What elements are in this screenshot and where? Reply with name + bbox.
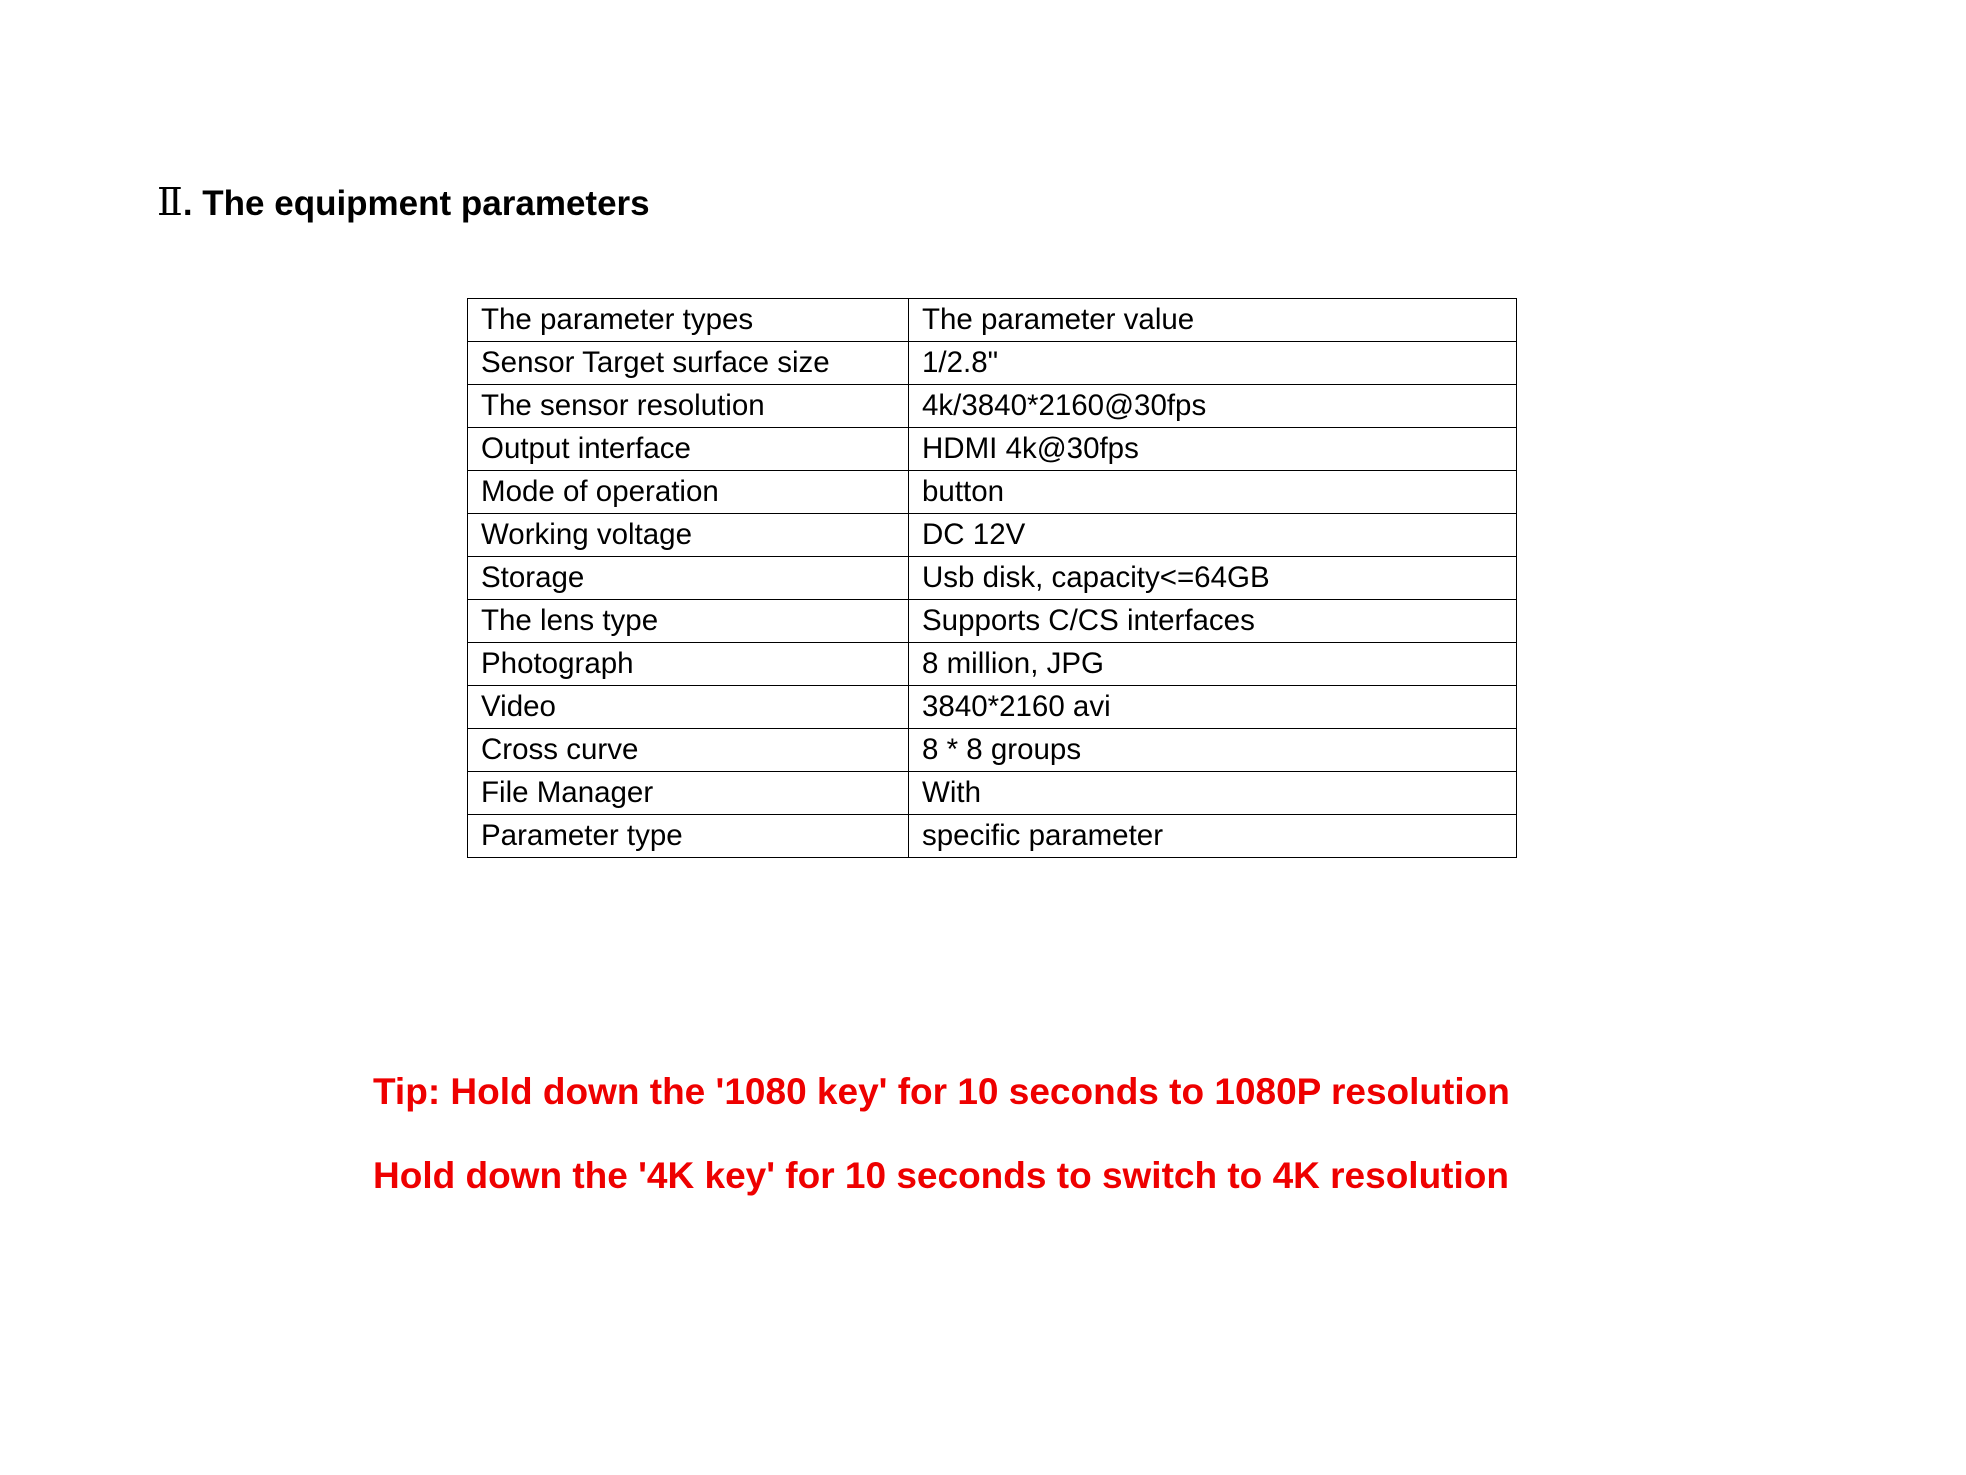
row-value-cell: 3840*2160 avi xyxy=(909,686,1517,729)
header-cell-type: The parameter types xyxy=(468,299,909,342)
row-type-cell: Working voltage xyxy=(468,514,909,557)
row-value-cell: specific parameter xyxy=(909,815,1517,858)
row-value-cell: 8 * 8 groups xyxy=(909,729,1517,772)
row-value-cell: 8 million, JPG xyxy=(909,643,1517,686)
row-value-cell: button xyxy=(909,471,1517,514)
table-row xyxy=(468,557,1517,600)
table-row xyxy=(468,643,1517,686)
row-type-cell: File Manager xyxy=(468,772,909,815)
row-type-cell: Output interface xyxy=(468,428,909,471)
table-row xyxy=(468,342,1517,385)
row-type-cell: Cross curve xyxy=(468,729,909,772)
table-row xyxy=(468,600,1517,643)
header-cell-value: The parameter value xyxy=(909,299,1517,342)
row-type-cell: Storage xyxy=(468,557,909,600)
row-value-cell: Usb disk, capacity<=64GB xyxy=(909,557,1517,600)
row-value-cell: HDMI 4k@30fps xyxy=(909,428,1517,471)
table-row xyxy=(468,385,1517,428)
table-row xyxy=(468,428,1517,471)
row-type-cell: Photograph xyxy=(468,643,909,686)
row-type-cell: The sensor resolution xyxy=(468,385,909,428)
row-value-cell: 1/2.8" xyxy=(909,342,1517,385)
section-heading xyxy=(157,178,650,229)
row-value-cell: 4k/3840*2160@30fps xyxy=(909,385,1517,428)
parameter-table xyxy=(467,298,1517,858)
row-type-cell: Parameter type xyxy=(468,815,909,858)
section-numeral: Ⅱ xyxy=(157,182,183,224)
row-type-cell: The lens type xyxy=(468,600,909,643)
row-value-cell: DC 12V xyxy=(909,514,1517,557)
table-row xyxy=(468,815,1517,858)
tip-4k: Hold down the '4K key' for 10 seconds to switch to 4K resolution xyxy=(373,1155,1509,1196)
row-type-cell: Mode of operation xyxy=(468,471,909,514)
table-row xyxy=(468,729,1517,772)
row-type-cell: Sensor Target surface size xyxy=(468,342,909,385)
table-row xyxy=(468,686,1517,729)
row-value-cell: With xyxy=(909,772,1517,815)
tip-1080p: Tip: Hold down the '1080 key' for 10 seconds to 1080P resolution xyxy=(373,1071,1510,1112)
row-type-cell: Video xyxy=(468,686,909,729)
section-title: . The equipment parameters xyxy=(182,184,650,223)
table-header-row xyxy=(468,299,1517,342)
row-value-cell: Supports C/CS interfaces xyxy=(909,600,1517,643)
table-row xyxy=(468,471,1517,514)
table-row xyxy=(468,772,1517,815)
table-row xyxy=(468,514,1517,557)
